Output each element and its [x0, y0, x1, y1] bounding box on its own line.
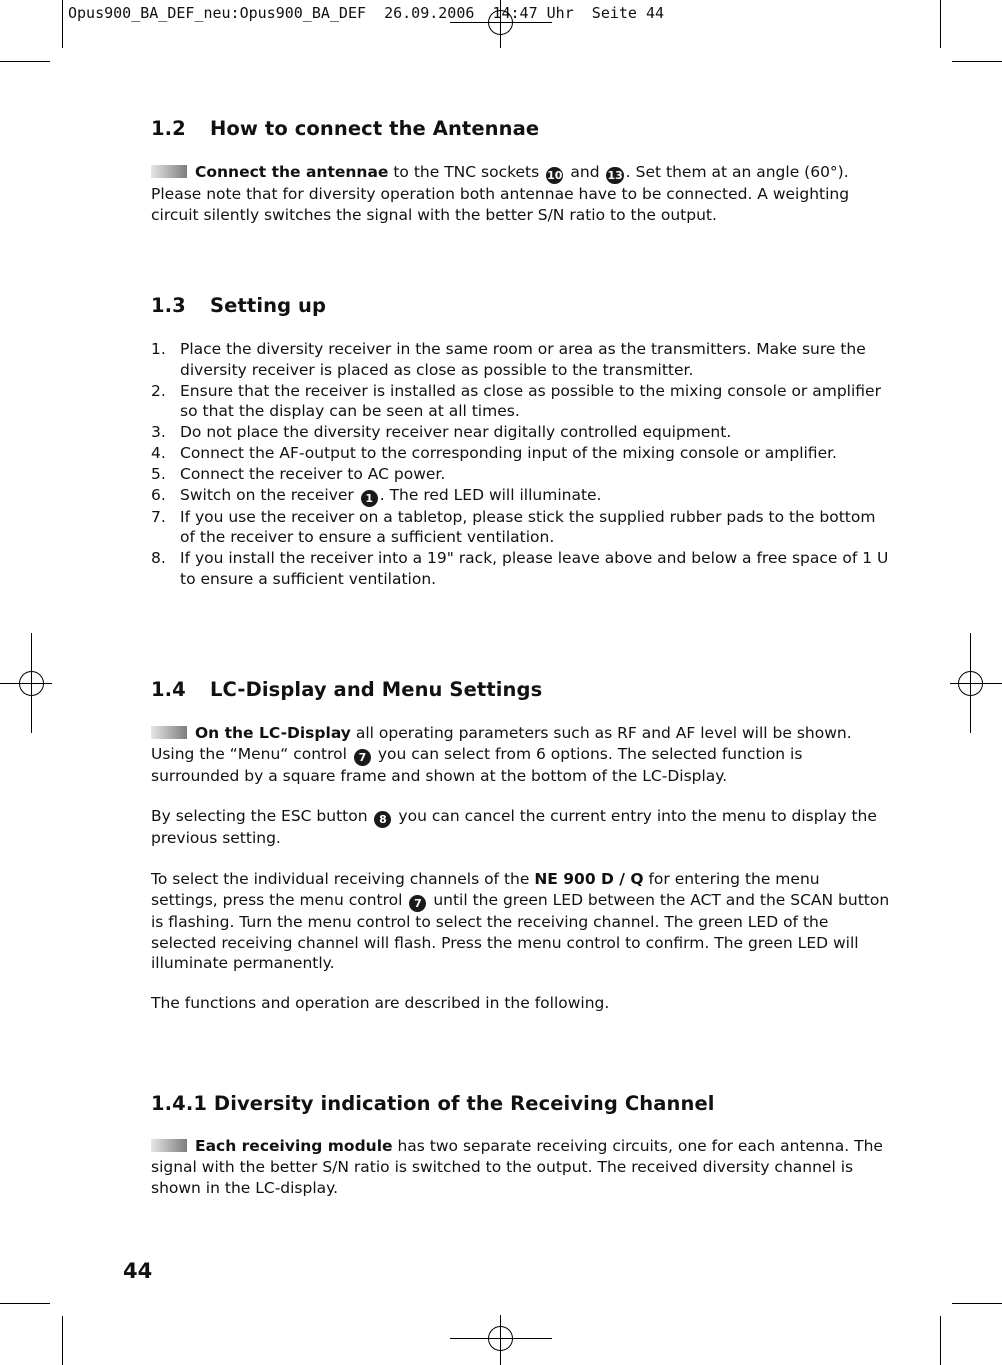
list-item: 7. If you use the receiver on a tabletop, please stick the supplied rubber pads to the bottom of the receiver to ensure a sufficient ventilation.	[151, 507, 876, 547]
gradient-bullet-icon	[151, 726, 187, 739]
crop-mark-bottom-left-horizontal	[0, 1303, 50, 1304]
channel-select-paragraph: To select the individual receiving channels of the NE 900 D / Q for entering the menu settings, press the menu control 7 until the green LED between the ACT and the SCAN button is flashing. Turn the menu control to select the receiving channel. The green LED of the selected receiving channel will flash. Press the menu control to confirm. The green LED will illuminate permanently.	[151, 870, 890, 973]
registration-mark-bottom	[450, 1315, 552, 1365]
section-number: 1.3	[151, 294, 186, 317]
section-1-4-1-heading: 1.4.1 Diversity indication of the Receiving Channel	[151, 1092, 715, 1115]
list-item: 3. Do not place the diversity receiver near digitally controlled equipment.	[151, 423, 732, 442]
lead-text: On the LC-Display	[195, 724, 351, 742]
lead-text: Connect the antennae	[195, 163, 389, 181]
section-title: LC-Display and Menu Settings	[210, 678, 543, 701]
section-number: 1.4	[151, 678, 186, 701]
ref-circle-13-icon: 13	[607, 169, 623, 182]
functions-paragraph: The functions and operation are described in the following.	[151, 994, 610, 1012]
list-item: 2. Ensure that the receiver is installed as close as possible to the mixing console or amplifier so that the display can be seen at all times.	[151, 381, 881, 421]
setup-steps-list	[151, 339, 891, 590]
section-title: How to connect the Antennae	[210, 117, 540, 140]
list-item: 4. Connect the AF-output to the corresponding input of the mixing console or amplifier.	[151, 443, 837, 462]
antenna-paragraph: Connect the antennae to the TNC sockets 10 and 13 . Set them at an angle (60°). Please note that for diversity operation both antennae have to be connected. A weighting circuit silently switches the signal with the better S/N ratio to the output.	[151, 163, 850, 224]
section-1-2-heading	[151, 117, 539, 140]
list-item: 6. Switch on the receiver 1 . The red LED will illuminate.	[151, 485, 602, 505]
lc-display-paragraph: On the LC-Display all operating parameters such as RF and AF level will be shown. Using the “Menu“ control 7 you can select from 6 options. The selected function is surrounded by a square frame and shown at the bottom of the LC-Display.	[151, 724, 852, 785]
page-number: 44	[123, 1259, 153, 1283]
list-item: 8. If you install the receiver into a 19" rack, please leave above and below a free space of 1 U to ensure a sufficient ventilation.	[151, 549, 889, 588]
gradient-bullet-icon	[151, 1139, 187, 1152]
ref-circle-7-icon: 7	[354, 749, 371, 766]
section-title: Setting up	[210, 294, 327, 317]
crop-mark-bottom-right-horizontal	[952, 1303, 1002, 1304]
crop-mark-top-right-horizontal	[952, 61, 1002, 62]
registration-mark-top	[450, 0, 552, 50]
crop-mark-bottom-right-vertical	[940, 1316, 941, 1365]
ref-circle-10-icon: 10	[547, 169, 563, 182]
list-item: 5. Connect the receiver to AC power.	[151, 464, 446, 483]
list-item: 1. Place the diversity receiver in the same room or area as the transmitters. Make sure the diversity receiver is placed as close as possible to the transmitter.	[151, 340, 866, 379]
registration-mark-right	[950, 633, 1002, 733]
crop-mark-bottom-left-vertical	[62, 1316, 63, 1365]
ref-circle-8-icon: 8	[374, 811, 391, 828]
lead-text: Each receiving module	[195, 1137, 393, 1155]
gradient-bullet-icon	[151, 165, 187, 178]
diversity-paragraph: Each receiving module has two separate receiving circuits, one for each antenna. The signal with the better S/N ratio is switched to the output. The received diversity channel is shown in the LC-display.	[151, 1137, 883, 1197]
crop-mark-top-left-horizontal	[0, 61, 50, 62]
model-name: NE 900 D / Q	[534, 870, 644, 888]
section-1-3-heading	[151, 294, 326, 317]
section-1-4-heading	[151, 678, 542, 701]
ref-circle-1-icon: 1	[361, 490, 378, 507]
ref-circle-7-icon: 7	[409, 895, 426, 912]
crop-mark-top-left-vertical	[62, 0, 63, 48]
print-slug: Opus900_BA_DEF_neu:Opus900_BA_DEF 26.09.2006 14:47 Uhr Seite 44	[68, 4, 665, 22]
section-number: 1.2	[151, 117, 186, 140]
crop-mark-top-right-vertical	[940, 0, 941, 48]
esc-paragraph: By selecting the ESC button 8 you can cancel the current entry into the menu to display the previous setting.	[151, 807, 877, 847]
registration-mark-left	[0, 633, 52, 733]
